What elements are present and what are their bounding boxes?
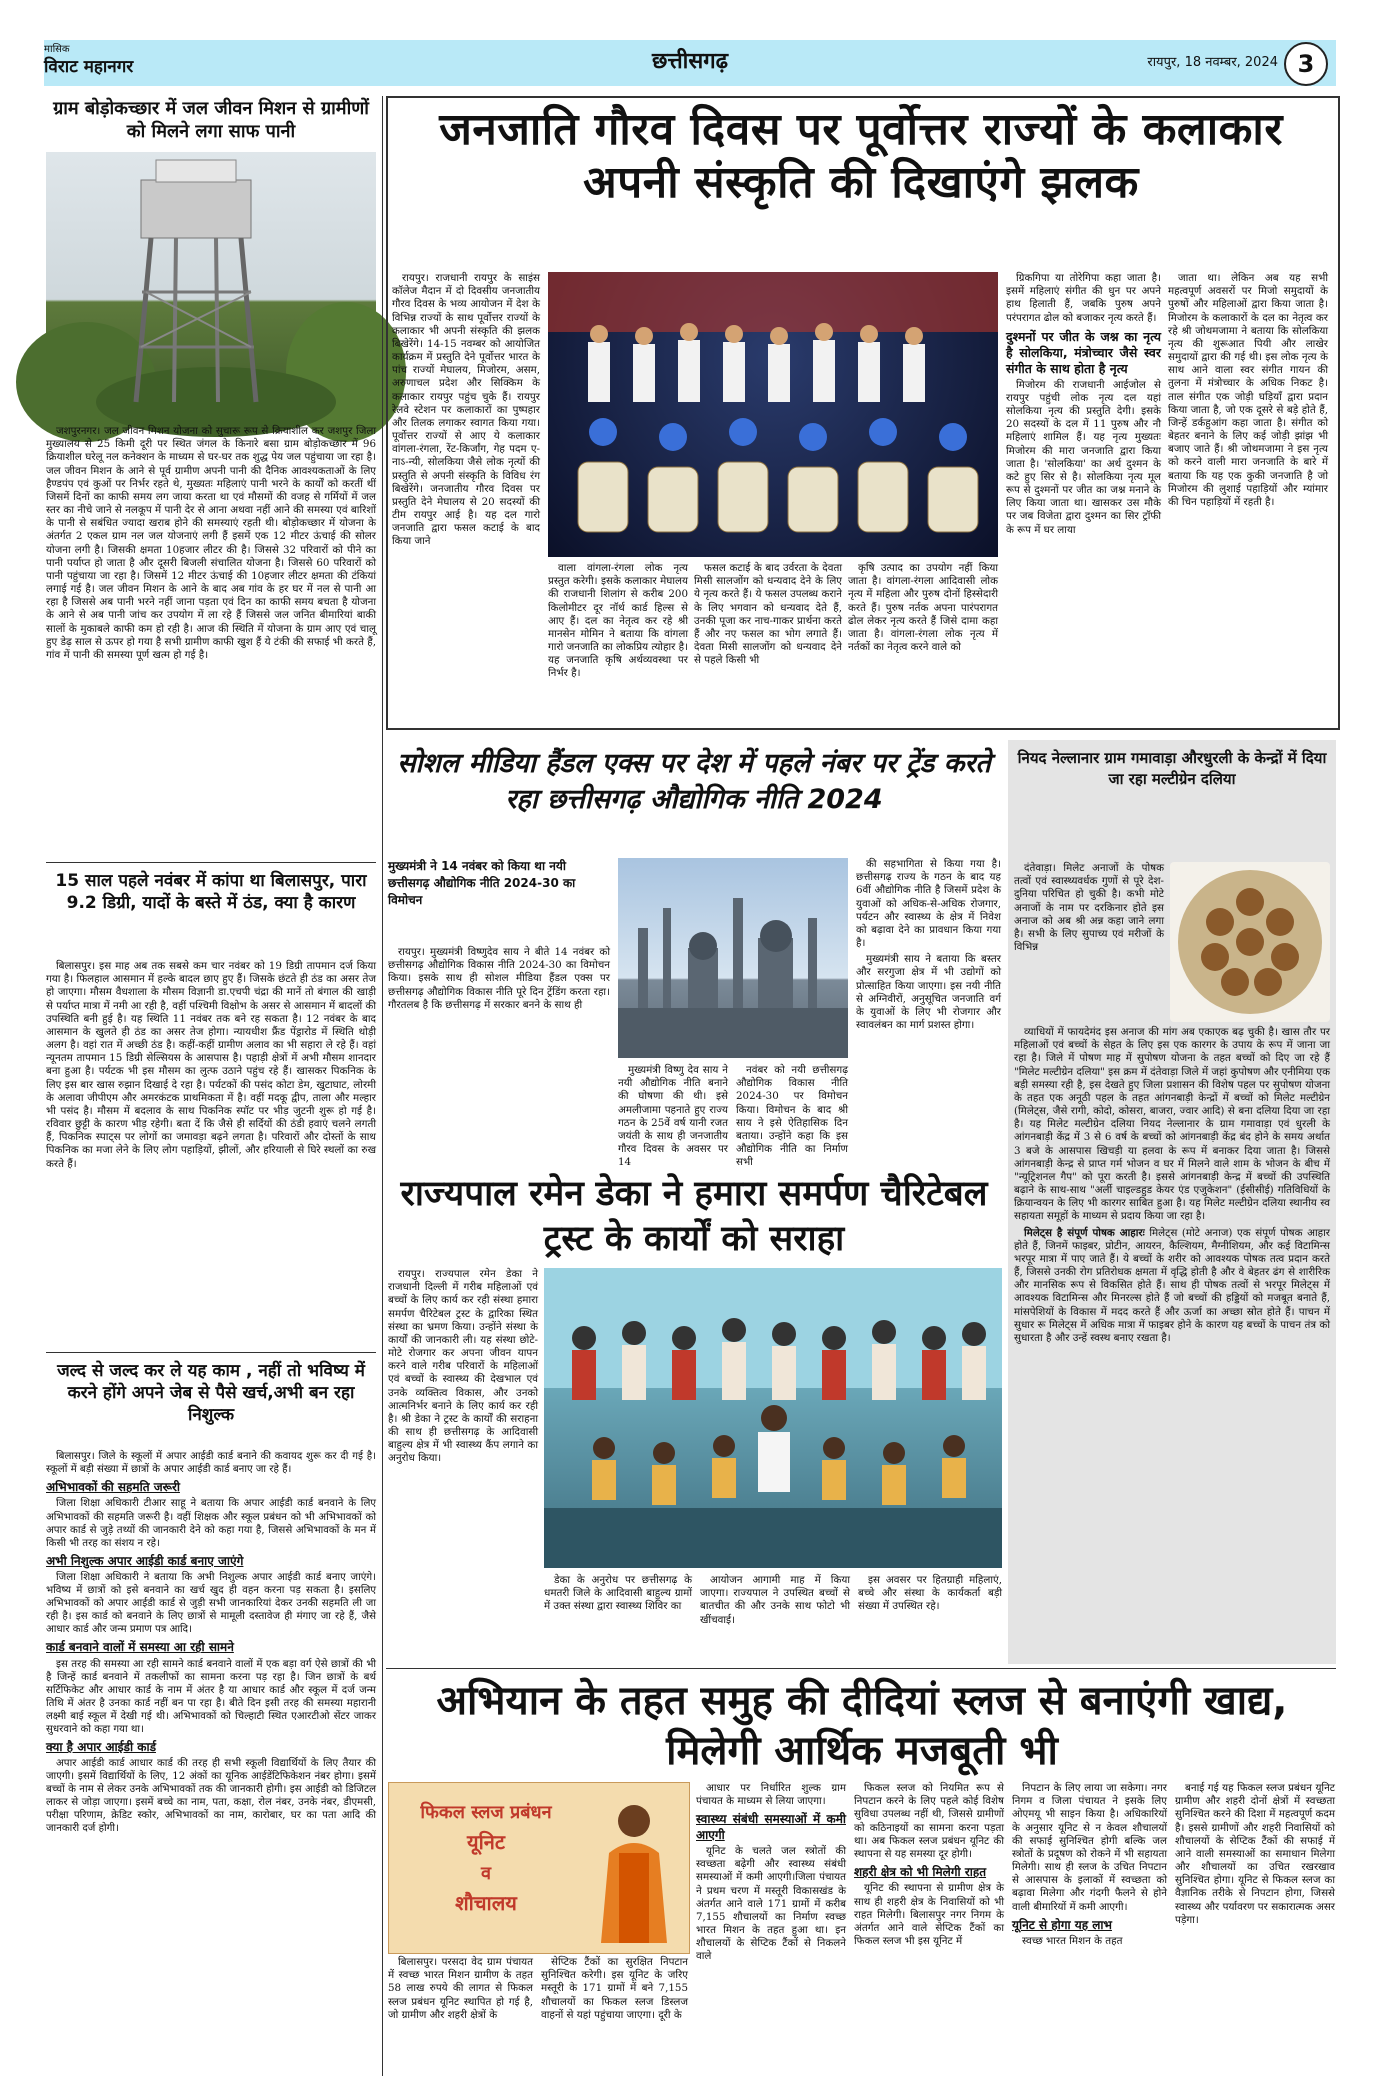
daliya-col-2 [1014,1026,1330,1658]
sludge-text-2: सेप्टिक टैंकों का सुरक्षित निपटान सुनिश्चित करेगी। इस यूनिट के जरिए मस्तूरी के 171 ग्रामों में बने 7,155 शौचालयों का फिकल स्लज डिस्लज वाहनों से यहां पहुंचाया जाएगा। दूरी के [541,1956,688,2021]
daliya-text-2: व्याधियों में फायदेमंद इस अनाज की मांग अब एकाएक बढ़ चुकी है। खास तौर पर महिलाओं एवं बच्चों के सेहत के लिए इस एक कारगर के उपाय के रूप में जाना जा रहा है। जिले में पोषण माह में सुपोषण योजना के तहत बच्चों को दिए जा रहे हैं "मिलेट मल्टीग्रेन दलिया" इस क्रम में दंतेवाड़ा जिले में जहां कुपोषण और एनीमिया एक बड़ी समस्या रही है, इस देखते हुए जिला प्रशासन की विशेष पहल पर सुपोषण योजना के तहत एक अनूठी पहल के तहत आंगनबाड़ी केन्द्रों में बच्चों को मिलेट मल्टीग्रेन (मिलेट्स, जैसे रागी, कोदो, कोसरा, बाजरा, ज्वार आदि) से बना दलिया दिया जा रहा है। यह मिलेट मल्टीग्रेन दलिया नियद नेल्लानार के ग्राम गमावाड़ा एवं धुरली के आंगनबाड़ी केंद्र में 3 से 6 वर्ष के बच्चों को आंगनबाड़ी केंद्र बंद होने के समय अर्थात 3 बजे के आसपास खिचड़ी या हलवा के रूप में बनाकर दिया जाता है। जिससे आंगनबाड़ी केन्द्र से प्राप्त गर्म भोजन व घर में मिलने वाले शाम के भोजन के बीच में "न्यूट्रिशनल गैप" को पूरा करती है। इससे आंगनबाड़ी केन्द्र में बच्चों की उपस्थिति बढ़ाने के साथ-साथ "अर्ली चाइल्डहुड केयर एंड एजुकेशन" (ईसीसीई) गतिविधियों के क्रियान्वयन के लिए भी कारगर साबित हुआ है। यह मिलेट मल्टीग्रेन दलिया स्थानीय स्व सहायता समूहों के माध्यम से प्रदाय किया जा रहा है। [1014,1026,1330,1223]
sign-line-4: शौचालय [455,1890,517,1915]
paper-title: विराट महानगर [44,56,134,77]
sign-line-3: व [480,1862,491,1884]
rajyapal-col-1 [388,1268,538,1654]
frequency: मासिक [44,44,70,55]
rajyapal-text-2: डेका के अनुरोध पर छत्तीसगढ़ के धमतरी जिले के आदिवासी बाहुल्य ग्रामों में उक्त संस्था द्वारा स्वास्थ्य शिविर का [544,1574,692,1613]
janjati-col-6 [1168,272,1328,720]
sludge-text-5a: निपटान के लिए लाया जा सकेगा। नगर निगम व जिला पंचायत ने इसके लिए ओएमयू भी साइन किया है। अधिकारियों के अनुसार यूनिट से न केवल शौचालयों की सफाई सुनिश्चित होगी बल्कि जल स्त्रोतों के प्रदूषण को रोकने में भी सहायता मिलेगी। साथ ही स्लज के उचित निपटान से आसपास के इलाकों में स्वच्छता को बढ़ावा मिलेगा और गंदगी फैलने से होने वाली बीमारियों में कमी आएगी। [1012,1782,1167,1913]
thand-headline: 15 साल पहले नवंबर में कांपा था बिलासपुर, पारा 9.2 डिग्री, यादों के बस्ते में ठंड, क्या है कारण [55,871,367,914]
rajyapal-col-3 [700,1574,850,1654]
sludge-subhead-3: यूनिट से होगा यह लाभ [1012,1917,1112,1932]
rajyapal-text-1: रायपुर। राज्यपाल रमेन डेका ने राजधानी दिल्ली में गरीब महिलाओं एवं बच्चों के लिए कार्य कर रही संस्था हमारा समर्पण चैरिटेबल ट्रस्ट के द्वारिका स्थित संस्था का भ्रमण किया। उन्होंने संस्था के कार्यों की जानकारी ली। यह संस्था छोटे-मोटे रोजगार कर अपना जीवन यापन करने वाले गरीब परिवारों के महिलाओं एवं बच्चों के स्वास्थ्य की देखभाल एवं उनके व्यक्तित्व विकास, और उनको आत्मनिर्भर बनाने के लिए कार्य कर रही है। श्री डेका ने ट्रस्ट के कार्यों की सराहना की साथ ही छत्तीसगढ़ के आदिवासी बाहुल्य क्षेत्र में भी स्वास्थ्य कैंप लगाने का अनुरोध किया। [388,1268,538,1465]
apaar-subhead-2: अभी निशुल्क अपार आईडी कार्ड बनाए जाएंगे [46,1553,244,1568]
neeti-col-2 [618,1064,728,1169]
sludge-headline: अभियान के तहत समुह की दीदियां स्लज से बनाएंगी खाद्य, मिलेगी आर्थिक मजबूती भी [436,1678,1288,1774]
janjati-col-5 [1006,272,1161,720]
sludge-col-4 [854,1782,1004,2076]
rajyapal-headline: राज्यपाल रमेन डेका ने हमारा समर्पण चैरिटेबल ट्रस्ट के कार्यों को सराहा [400,1174,988,1259]
dancers-photo [548,272,998,557]
issue-date: रायपुर, 18 नवम्बर, 2024 [1147,55,1278,70]
sludge-col-1 [388,1956,533,2076]
sign-line-2: यूनिट [467,1830,505,1855]
janjati-col-4 [848,562,998,720]
sludge-subhead-1: स्वास्थ्य संबंधी समस्याओं में कमी आएगी [696,1812,846,1842]
daliya-text-1: दंतेवाड़ा। मिलेट अनाजों के पोषक तत्वों एवं स्वास्थ्यवर्धक गुणों से पूरे देश-दुनिया परिचित हो चुकी है। कभी मोटे अनाजों के नाम पर दरकिनार होते इस अनाज को अब श्री अन्न कहा जाने लगा है। सभी के लिए सुपाच्य एवं मरीजों के विभिन्न [1014,862,1164,954]
sludge-text-3b: यूनिट के चलते जल स्त्रोतों की स्वच्छता बढ़ेगी और स्वास्थ्य संबंधी समस्याओं में कमी आएगी।जिला पंचायत ने प्रथम चरण में मस्तूरी विकासखंड के अंतर्गत आने वाले 171 ग्रामों में करीब 7,155 शौचालयों का निर्माण स्वच्छ भारत मिशन के तहत हुआ था। इन शौचालयों के सेप्टिक टैंकों से निकलने वाले [696,1845,846,1963]
sludge-text-1: बिलासपुर। परसदा वेद ग्राम पंचायत में स्वच्छ भारत मिशन ग्रामीण के तहत 58 लाख रुपये की लागत से फिकल स्लज प्रबंधन यूनिट स्थापित हो गई है, जो ग्रामीण और शहरी क्षेत्रों के [388,1956,533,2021]
daliya-text-3: मिलेट्स (मोटे अनाज) एक संपूर्ण पोषक आहार होते हैं, जिनमें फाइबर, प्रोटीन, आयरन, कैल्शियम, मैग्नीशियम, और कई विटामिन्स भरपूर मात्रा में पाए जाते हैं। ये बच्चों के शरीर को आवश्यक पोषक तत्व प्रदान करते हैं, जिससे उनकी रोग प्रतिरोधक क्षमता में वृद्धि होती है और वे बेहतर ढंग से शारीरिक और मानसिक रूप से विकसित होते हैं। साथ ही पोषक तत्वों से भरपूर मिलेट्स में आवश्यक विटामिन्स और मिनरल्स होते हैं जो बच्चों की हड्डियों को मजबूत बनाते हैं, मांसपेशियों के विकास में मदद करते हैं और ऊर्जा का अच्छा स्रोत होते हैं। पाचन में सुधार रू मिलेट्स में अधिक मात्रा में फाइबर होने के कारण यह बच्चों के पाचन तंत्र को सुधारता है और उन्हें स्वस्थ बनाए रखता है। [1014,1226,1330,1344]
sludge-sign [401,1791,571,1947]
neeti-col-3 [736,1064,848,1169]
janjati-col-1 [392,272,540,720]
section-title: छत्तीसगढ़ [652,49,728,74]
neeti-col-1 [388,946,610,1161]
jal-headline: ग्राम बोड़ोकच्छार में जल जीवन मिशन से ग्रामीणों को मिलने लगा साफ पानी [53,98,369,142]
janjati-text-1: रायपुर। राजधानी रायपुर के साइंस कॉलेज मैदान में दो दिवसीय जनजातीय गौरव दिवस के भव्य आयोजन में देश के विभिन्न राज्यों के साथ पूर्वोत्तर राज्यों के कलाकार भी अपनी संस्कृति की झलक बिखेरेंगे। 14-15 नवम्बर को आयोजित कार्यक्रम में प्रस्तुति देने पूर्वोत्तर भारत के पांच राज्यों मेघालय, मिजोरम, असम, अरुणाचल प्रदेश और सिक्किम के कलाकार रायपुर पहुंच चुके हैं। रायपुर रेलवे स्टेशन पर कलाकारों का पुष्पहार और तिलक लगाकर स्वागत किया गया। पूर्वोत्तर राज्यों से आए ये कलाकार वांगला-रंगला, रेंट-किर्जांग, गेह पदम ए-नाऽ-न्यी, सोलकिया जैसे लोक नृत्यों की प्रस्तुति से अपनी संस्कृति के विविध रंग बिखेरेंगे। जनजातीय गौरव दिवस पर प्रस्तुति देने मेघालय से 20 सदस्यों की टीम रायपुर आई है। यह दल गारो जनजाति द्वारा फसल कटाई के बाद किया जाने [392,272,540,548]
apaar-paragraph-4: अपार आईडी कार्ड आधार कार्ड की तरह ही सभी स्कूली विद्यार्थियों के लिए तैयार की जाएगी। इसमें विद्यार्थियों के लिए, 12 अंकों का यूनिक आईडेंटिफिकेशन नंबर होगा। इसमें बच्चों के नाम से लेकर उनके अभिभावकों तक की जानकारी होगी। इस आईडी को डिजिटल लाकर से जोड़ा जाएगा। इसमें बच्चे का नाम, पता, कक्षा, रोल नंबर, उनके नंबर, डीएमसी, परीक्षा परिणाम, क्रेडिट स्कोर, अभिभावकों का नाम, कारोबार, घर का पता आदि की जानकारी दर्ज होगी। [46,1758,376,1835]
janjati-text-5b: मिजोरम की राजधानी आईजोल से रायपुर पहुंची लोक नृत्य दल यहां सोलकिया नृत्य की प्रस्तुति देगी। इसके 20 सदस्यों के दल में 11 पुरुष और नौ महिलाएं शामिल हैं। यह नृत्य मुख्यतः मिजोरम की मारा जनजाति द्वारा किया जाता है। 'सोलकिया' का अर्थ दुश्मन के कटे हुए सिर से है। सोलकिया नृत्य मूल रूप से दुश्मनों पर जीत का जश्न मनाने के लिए किया जाता था। खासकर उस मौके पर जब विजेता द्वारा दुश्मन का सिर ट्रॉफी के रूप में घर लाया [1006,378,1161,536]
sludge-text-3a: आधार पर निर्धारित शुल्क ग्राम पंचायत के माध्यम से लिया जाएगा। [696,1782,846,1808]
sludge-col-2 [541,1956,688,2076]
apaar-intro: बिलासपुर। जिले के स्कूलों में अपार आईडी कार्ड बनाने की कवायद शुरू कर दी गई है। स्कूलों में बड़ी संख्या में छात्रों के अपार आईडी कार्ड बनाए जा रहे हैं। [46,1451,376,1476]
janjati-col-3 [694,562,842,720]
janjati-subhead: दुश्मनों पर जीत के जश्न का नृत्य है सोलकिया, मंत्रोच्चार जैसे स्वर संगीत के साथ होता है नृत्य [1006,328,1161,376]
janjati-col-2 [548,562,688,720]
industry-photo [618,858,848,1058]
sludge-text-4b: यूनिट की स्थापना से ग्रामीण क्षेत्र के साथ ही शहरी क्षेत्र के निवासियों को भी राहत मिलेगी। बिलासपुर नगर निगम के अंतर्गत आने वाले सेप्टिक टैंकों का फिकल स्लज भी इस यूनिट में [854,1882,1004,1948]
sludge-text-5b: स्वच्छ भारत मिशन के तहत [1022,1935,1123,1948]
dancers-illustration [548,272,998,557]
janjati-text-2: वाला वांगला-रंगला लोक नृत्य प्रस्तुत करेगी। इसके कलाकार मेघालय की राजधानी शिलांग से करीब 200 किलोमीटर दूर नॉर्थ कार्ड हिल्स से आए हैं। दल का नेतृत्व कर रहे श्री मानसेन मोमिन ने बताया कि वांगला गारो जनजाति का लोकप्रिय त्योहार है। यह जनजाति कृषि अर्थव्यवस्था पर निर्भर है। [548,562,688,680]
apaar-article [46,1450,376,2070]
masthead [44,40,1336,86]
janjati-text-4: कृषि उत्पाद का उपयोग नहीं किया जाता है। वांगला-रंगला आदिवासी लोक नृत्य में महिला और पुरुष दोनों हिस्सेदारी करते हैं। पुरुष नर्तक अपना पारंपरागत ढोल लेकर नृत्य करते हैं जिसे दामा कहा जाता है। वांगला-रंगला लोक नृत्य में नर्तकों का नेतृत्व करने वाले को [848,562,998,654]
rajyapal-col-4 [858,1574,1002,1654]
neeti-text-4b: मुख्यमंत्री साय ने बताया कि बस्तर और सरगुजा क्षेत्र में भी उद्योगों को प्रोत्साहित किया जाएगा। इस नयी नीति से अग्निवीरों, अनुसूचित जनजाति वर्ग के युवाओं के लिए भी रोजगार और स्वावलंबन का मार्ग प्रशस्त होगा। [856,953,1001,1032]
apaar-headline: जल्द से जल्द कर ले यह काम , नहीं तो भविष्य में करने होंगे अपने जेब से पैसे खर्च,अभी बन रहा निशुल्क [57,1361,365,1426]
sludge-subhead-2: शहरी क्षेत्र को भी मिलेगी राहत [854,1865,987,1880]
janjati-headline: जनजाति गौरव दिवस पर पूर्वोत्तर राज्यों के कलाकार अपनी संस्कृति की दिखाएंगे झलक [439,104,1283,208]
neeti-col-4 [856,858,1001,1161]
rajyapal-text-4: इस अवसर पर हितग्राही महिलाएं, बच्चे और संस्था के कार्यकर्ता बड़ी संख्या में उपस्थित रहे। [858,1574,1002,1613]
sludge-col-6 [1175,1782,1335,2076]
sludge-col-3 [696,1782,846,2076]
apaar-subhead-1: अभिभावकों की सहमति जरूरी [46,1480,180,1495]
sludge-text-6: बनाई गई यह फिकल स्लज प्रबंधन यूनिट ग्रामीण और शहरी दोनों क्षेत्रों में स्वच्छता सुनिश्चित करने की दिशा में महत्वपूर्ण कदम है। इससे ग्रामीणों और शहरी निवासियों को शौचालयों के सेप्टिक टैंकों की सफाई में आने वाली समस्याओं का समाधान मिलेगा और शौचालयों का उचित रखरखाव सुनिश्चित होगा। यूनिट से फिकल स्लज का वैज्ञानिक तरीके से निपटान होगा, जिससे स्वास्थ्य और पर्यावरण पर सकारात्मक असर पड़ेगा। [1175,1782,1335,1926]
neeti-text-3: नवंबर को नयी छत्तीसगढ़ औद्योगिक विकास नीति 2024-30 पर विमोचन किया। विमोचन के बाद श्री साय ने इसे ऐतिहासिक दिन बताया। उन्होंने कहा कि इस औद्योगिक नीति का निर्माण सभी [736,1064,848,1169]
janjati-text-5a: ग्रिकगिपा या तोरेगिपा कहा जाता है। इसमें महिलाएं संगीत की धुन पर अपने हाथ हिलाती हैं, जबकि पुरुष अपने परंपरागत ढोल को बजाकर नृत्य करते हैं। [1006,272,1161,324]
page-number: 3 [1284,42,1328,86]
jal-paragraph: जशपुरनगर। जल जीवन मिशन योजना को सुचारू रूप से क्रियाशील कर जशपुर जिला मुख्यालय से 25 किमी दूरी पर स्थित जंगल के किनारे बसा ग्राम बोड़ोकच्छार में 96 क्रियाशील घरेलू नल कनेक्शन के माध्यम से घर-घर तक शुद्ध पेय जल पहुंचाया जा रहा है। जल जीवन मिशन के आने से पूर्व ग्रामीण अपनी पानी की दैनिक आवश्यकताओं के लिए हैण्डपंप एवं कुओं पर निर्भर रहते थे, मुख्यतः महिलाएं पानी भरने के कार्यों को करतीं थीं जिसमें दिनों का काफी समय लग जाया करता था एवं मौसमों की वजह से गर्मियों में जल स्तर का नीचे जाने से नलकूप में पानी देर से आना अथवा नहीं आने की समस्या एवं बारिशों के पानी से सबंधित ज्यादा खराब होने की समस्याएं रहती थी। बोड़ोकच्छार में योजना के अंतर्गत 2 एकल ग्राम नल जल योजनाएं लगी हैं इसमें एक 12 मीटर ऊंचाई की सोलर योजना लगी है। जिसकी क्षमता 10हजार लीटर की है। जिससे 32 परिवारों को पीने का पानी पर्याप्त हो जाता है और दूसरी बिजली संचालित योजना है। जिससे 60 परिवारों को पानी पहुंचाया जा रहा है। जिसमें 12 मीटर ऊंचाई की 10हजार लीटर क्षमता की टंकियां लगाई गई है। जल जीवन मिशन के आने के बाद अब गांव के हर घर में नल से पानी आ रहा है जिससे अब पानी भरने नहीं जाना पड़ता एवं दिन का काफी समय बचता है योजना के आने से अब पानी जांच कर उपयोग में ला रहे हैं जिससे जल जनित बीमारियां बाकी सालों के मुकाबले काफी कम हो रही है। आज की स्थिति में योजना के ग्राम आए एवं चालू हुए डेढ़ साल से ऊपर हो गया है सभी ग्रामीण काफी खुश हैं ये टंकी की सफाई भी करते हैं, गांव में पानी की समस्या पूर्ण खत्म हो गई है। [46,425,376,661]
neeti-text-4a: की सहभागिता से किया गया है। छत्तीसगढ़ राज्य के गठन के बाद यह 6वीं औद्योगिक नीति है जिसमें प्रदेश के युवाओं को अधिक-से-अधिक रोजगार, पर्यटन और स्वास्थ्य के क्षेत्र में निवेश को बढ़ावा देने का प्रावधान किया गया है। [856,858,1001,950]
water-tank-photo [46,152,376,420]
sludge-text-4a: फिकल स्लज को नियमित रूप से निपटान करने के लिए पहले कोई विशेष सुविधा उपलब्ध नहीं थी, जिससे ग्रामीणों को कठिनाइयों का सामना करना पड़ता था। अब फिकल स्लज प्रबंधन यूनिट की स्थापना से यह समस्या दूर होगी। [854,1782,1004,1860]
rajyapal-text-3: आयोजन आगामी माह में किया जाएगा। राज्यपाल ने उपस्थित बच्चों से बातचीत की और उनके साथ फोटो भी खींचवाई। [700,1574,850,1626]
thand-paragraph: बिलासपुर। इस माह अब तक सबसे कम चार नवंबर को 19 डिग्री तापमान दर्ज किया गया है। फिलहाल आसमान में हल्के बादल छाए हुए हैं। जिसके छंटते ही ठंड का असर तेज हो जाएगा। मौसम वैधशाला के मौसम विज्ञानी डा.एचपी चंद्रा की मानें तो बंगाल की खाड़ी से पर्याप्त मात्रा में नमी आ रही है, वहीं पश्चिमी विक्षोभ के असर से आसमान में बादलों की उपस्थिति बनी हुई है। यह स्थिति 11 नवंबर तक बने रह सकता है। 12 नवंबर के बाद आसमान के खुलते ही ठंड का असर तेज होगा। न्यायधीश फ्रैंड पेंड्रारोड में स्थिति थोड़ी अलग है। वहां रात में अच्छी ठंड है। कहीं-कहीं ग्रामीण अलाव का भी सहारा ले रहे हैं। वहां न्यूनतम तापमान 15 डिग्री सेल्सियस के आसपास है। पहाड़ी क्षेत्रों में अभी मौसम शानदार बना हुआ है। पर्यटक भी इस मौसम का लुत्फ उठाने पहुंच रहे हैं। खासकर पिकनिक के लिए इस बार खास रुझान दिखाई दे रहा है। पर्यटकों की पसंद कोटा डेम, खुटाघाट, लोरमी के अलावा जीपीएम और अमरकंटक प्राथमिकता में है। वहीं मदकू द्वीप, ताला और मल्हार भी पसंद है। मौसम में बदलाव के साथ पिकनिक स्पॉट पर भीड़ जुटनी शुरू हो गई है। रविवार छुट्टी के कारण भीड़ रहेगी। बता दें कि जैसे ही सर्दियों की ठंडी हवाएं चलने लगती हैं, पिकनिक स्पाट्स पर लोगों का जमावड़ा बढ़ने लगता है। परिवारों और दोस्तों के साथ पिकनिक का मजा लेने के लिए लोग पहाड़ियों, झीलों, और हरियाली से घिरे स्थलों का रुख करते हैं। [46,960,376,1170]
daliya-subhead: मिलेट्स है संपूर्ण पोषक आहारः [1024,1226,1145,1239]
water-tank-illustration [46,152,376,420]
refinery-illustration [618,858,848,1058]
thand-article [46,960,376,1350]
sludge-col-5 [1012,1782,1167,2076]
apaar-subhead-3: कार्ड बनवाने वालों में समस्या आ रही सामने [46,1640,234,1655]
jal-article [46,425,376,860]
rajyapal-group-photo [544,1268,1002,1568]
laddu-plate-illustration [1170,862,1330,1022]
apaar-paragraph-2: जिला शिक्षा अधिकारी ने बताया कि अभी निशुल्क अपार आईडी कार्ड बनाए जाएंगे। भविष्य में छात्रों को इसे बनवाने का खर्च खुद ही वहन करना पड़ सकता है। इसलिए अभिभावकों को अपार आईडी कार्ड से जुड़ी सभी जानकारियां देकर उनकी सहमति ली जा रही है। इस कार्ड को बनवाने के लिए छात्रों से मामूली दस्तावेज ही मंगाए जा रहे हैं, जैसे आधार कार्ड और जन्म प्रमाण पत्र आदि। [46,1572,376,1636]
apaar-subhead-4: क्या है अपार आईडी कार्ड [46,1739,156,1754]
daliya-photo [1170,862,1330,1022]
rajyapal-col-2 [544,1574,692,1654]
janjati-text-3: फसल कटाई के बाद उर्वरता के देवता मिसी सालजोंग को धन्यवाद देने के लिए ये नृत्य करते हैं। ये फसल उपलब्ध कराने के लिए भगवान को धन्यवाद देते हैं, उनकी पूजा कर नाच-गाकर प्रार्थना करते हैं और नए फसल का भोग लगाते हैं। देवता मिसी सालजोंग को धन्यवाद देने से पहले किसी भी [694,562,842,667]
daliya-col-1 [1014,862,1164,1022]
daliya-headline: नियद नेल्लानार ग्राम गमावाड़ा औरधुरली के केन्द्रों में दिया जा रहा मल्टीग्रेन दलिया [1017,749,1327,788]
neeti-headline: सोशल मीडिया हैंडल एक्स पर देश में पहले नंबर पर ट्रेंड करते रहा छत्तीसगढ़ औद्योगिक नीति 2024 [397,748,991,816]
sign-line-1: फिकल स्लज प्रबंधन [420,1802,552,1823]
group-photo-illustration [544,1268,1002,1568]
neeti-text-1: रायपुर। मुख्यमंत्री विष्णुदेव साय ने बीते 14 नवंबर को छत्तीसगढ़ औद्योगिक विकास नीति 2024-30 का विमोचन किया। इसके साथ ही सोशल मीडिया हैंडल एक्स पर छत्तीसगढ़ औद्योगिक विकास नीति पूरे दिन ट्रेंडिंग करता रहा। गौरतलब है कि छत्तीसगढ़ में सरकार बनने के साथ ही [388,946,610,1011]
apaar-paragraph-1: जिला शिक्षा अधिकारी टीआर साहू ने बताया कि अपार आईडी कार्ड बनवाने के लिए अभिभावकों की सहमति जरूरी है। वहीं शिक्षक और स्कूल प्रबंधन को भी अभिभावकों को अपार कार्ड से जुड़े तथ्यों की जानकारी देने को कहा गया है, जिससे अभिभावकों के मन में किसी भी तरह का संशय न रहे। [46,1498,376,1549]
apaar-paragraph-3: इस तरह की समस्या आ रही सामने कार्ड बनवाने वालों में एक बड़ा वर्ग ऐसे छात्रों की भी है जिन्हें कार्ड बनवाने में तकलीफों का सामना करना पड़ रहा है। जिन छात्रों के बर्थ सर्टिफिकेट और आधार कार्ड के नाम में अंतर है या आधार कार्ड और स्कूल में दर्ज जन्म तिथि में अंतर है उनका कार्ड नहीं बन पा रहा है। बीते दिन इसी तरह की समस्या महारानी लक्ष्मी बाई स्कूल में देखी गई थी। अभिभावकों को चिल्हाटी स्थित एआरटीओ सेंटर जाकर सुधरवाने को कहा गया था। [46,1658,376,1735]
neeti-lead: मुख्यमंत्री ने 14 नवंबर को किया था नयी छत्तीसगढ़ औद्योगिक नीति 2024-30 का विमोचन [388,859,576,907]
woman-figure-illustration [589,1793,679,1943]
janjati-text-6: जाता था। लेकिन अब यह सभी महत्वपूर्ण अवसरों पर मिजो समुदायों के पुरुषों और महिलाओं द्वारा किया जाता है। मिजोरम के कलाकारों के दल का नेतृत्व कर रहे श्री जोथमजामा ने बताया कि सोलकिया नृत्य की शुरूआत पियी और लाखेर समुदायों द्वारा की गई थी। इस लोक नृत्य के साथ आने वाला स्वर संगीत गायन की तुलना में मंत्रोच्चार के अधिक निकट है। ताल संगीत एक जोड़ी घड़ियाँ द्वारा प्रदान किया जाता है, जो एक दूसरे से बड़े होते हैं, जिन्हें डर्कहुआंग कहा जाता है। संगीत को बेहतर बनाने के लिए कई जोड़ी झांझ भी बजाए जाते हैं। श्री जोथमजामा ने इस नृत्य को करने वाली मारा जनजाति के बारे में बताया कि यह एक कुकी जनजाति है जो मिजोरम की लुशाई पहाड़ियों और म्यांमार की चिन पहाड़ियों में रहती है। [1168,272,1328,508]
sludge-photo [388,1782,690,1954]
neeti-text-2: मुख्यमंत्री विष्णु देव साय ने नयी औद्योगिक नीति बनाने की घोषणा की थी। इसे अमलीजामा पहनाते हुए राज्य गठन के 25वें वर्ष यानी रजत जयंती के साथ ही जनजातीय गौरव दिवस के अवसर पर 14 [618,1064,728,1169]
